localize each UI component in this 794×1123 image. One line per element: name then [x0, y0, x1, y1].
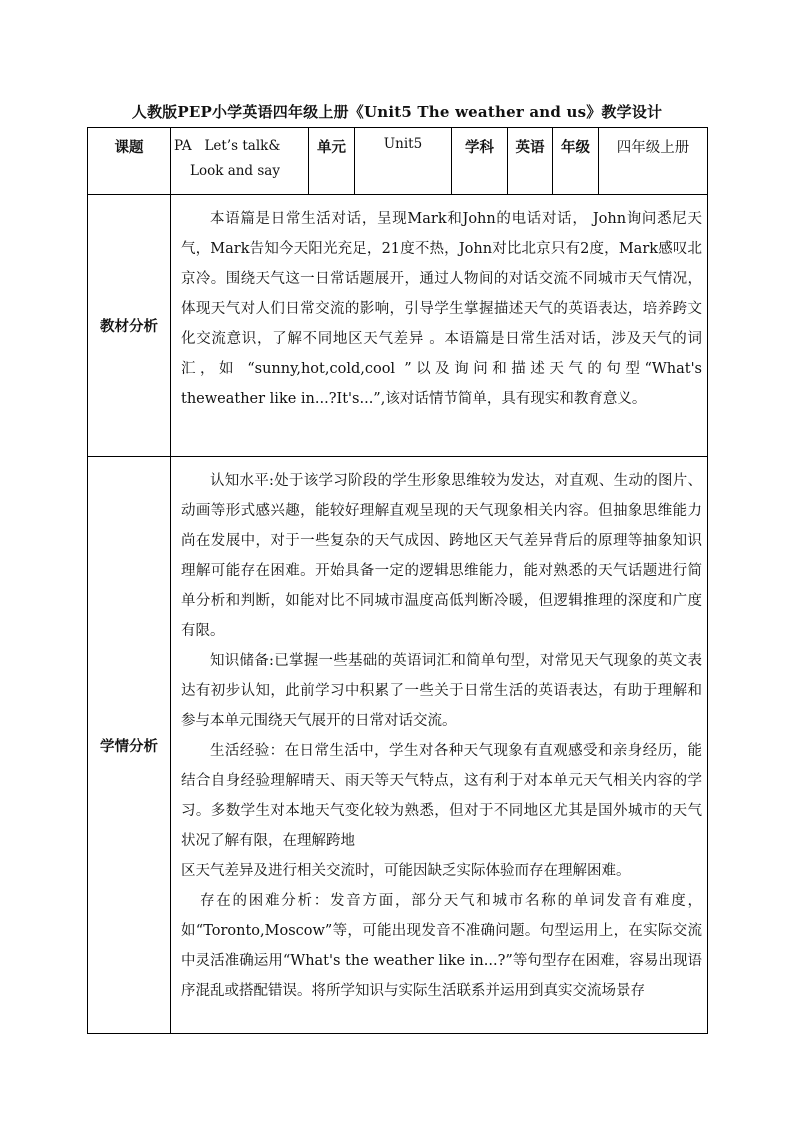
topic-label: 课题 [88, 128, 171, 195]
subject-value: 英语 [508, 128, 553, 195]
material-analysis-row [88, 195, 708, 457]
lesson-plan-table [87, 127, 708, 1034]
subject-label: 学科 [452, 128, 508, 195]
material-analysis-cell [171, 195, 708, 457]
header-row [88, 128, 708, 195]
topic-value [171, 128, 309, 195]
topic-line-2: Look and say [190, 163, 280, 179]
material-analysis-text: 本语篇是日常生活对话，呈现Mark和John的电话对话， John询问悉尼天气，Mark告知今天阳光充足，21度不热，John对比北京只有2度，Mark感叹北京冷。围绕天气这一日常话题展开，通过人物间的对话交流不同城市天气情况，体现天气对人们日常交流的影响，引导学生掌握描述天气的英语表达，培养跨文化交流意识，了解不同地区天气差异 。本语篇是日常生活对话，涉及天气的词汇，如 “sunny,hot,cold,cool ”以及询问和描述天气的句型“What's theweather like in...?It's...”,该对话情节简单，具有现实和教育意义。 [181, 211, 702, 407]
learner-analysis-cell [171, 457, 708, 1034]
grade-label: 年级 [553, 128, 599, 195]
learner-analysis-row [88, 457, 708, 1034]
knowledge-paragraph: 知识储备:已掌握一些基础的英语词汇和简单句型，对常见天气现象的英文表达有初步认知，此前学习中积累了一些关于日常生活的英语表达，有助于理解和参与本单元围绕天气展开的日常对话交流。 [181, 653, 702, 729]
topic-line-1: PA Let’s talk& [174, 138, 281, 154]
unit-label: 单元 [309, 128, 355, 195]
unit-value: Unit5 [355, 128, 452, 195]
material-analysis-label: 教材分析 [88, 195, 171, 457]
life-experience-paragraph: 生活经验：在日常生活中，学生对各种天气现象有直观感受和亲身经历，能结合自身经验理解晴天、雨天等天气特点，这有利于对本单元天气相关内容的学习。多数学生对本地天气变化较为熟悉，但对于不同地区尤其是国外城市的天气状况了解有限，在理解跨地 [181, 743, 702, 849]
cognitive-level-paragraph: 认知水平:处于该学习阶段的学生形象思维较为发达，对直观、生动的图片、动画等形式感兴趣，能较好理解直观呈现的天气现象相关内容。但抽象思维能力尚在发展中，对于一些复杂的天气成因、跨地区天气差异背后的原理等抽象知识理解可能存在困难。开始具备一定的逻辑思维能力，能对熟悉的天气话题进行简单分析和判断，如能对比不同城市温度高低判断冷暖，但逻辑推理的深度和广度有限。 [181, 473, 702, 639]
difficulty-paragraph: 存在的困难分析：发音方面，部分天气和城市名称的单词发音有难度，如“Toronto,Moscow”等，可能出现发音不准确问题。句型运用上，在实际交流中灵活准确运用“What's the weather like in...?”等句型存在困难，容易出现语序混乱或搭配错误。将所学知识与实际生活联系并运用到真实交流场景存 [181, 893, 702, 999]
life-experience-continuation: 区天气差异及进行相关交流时，可能因缺乏实际体验而存在理解困难。 [181, 863, 631, 879]
learner-analysis-label: 学情分析 [88, 457, 171, 1034]
grade-value: 四年级上册 [599, 128, 708, 195]
document-title: 人教版PEP小学英语四年级上册《Unit5 The weather and us》教学设计 [131, 103, 663, 121]
